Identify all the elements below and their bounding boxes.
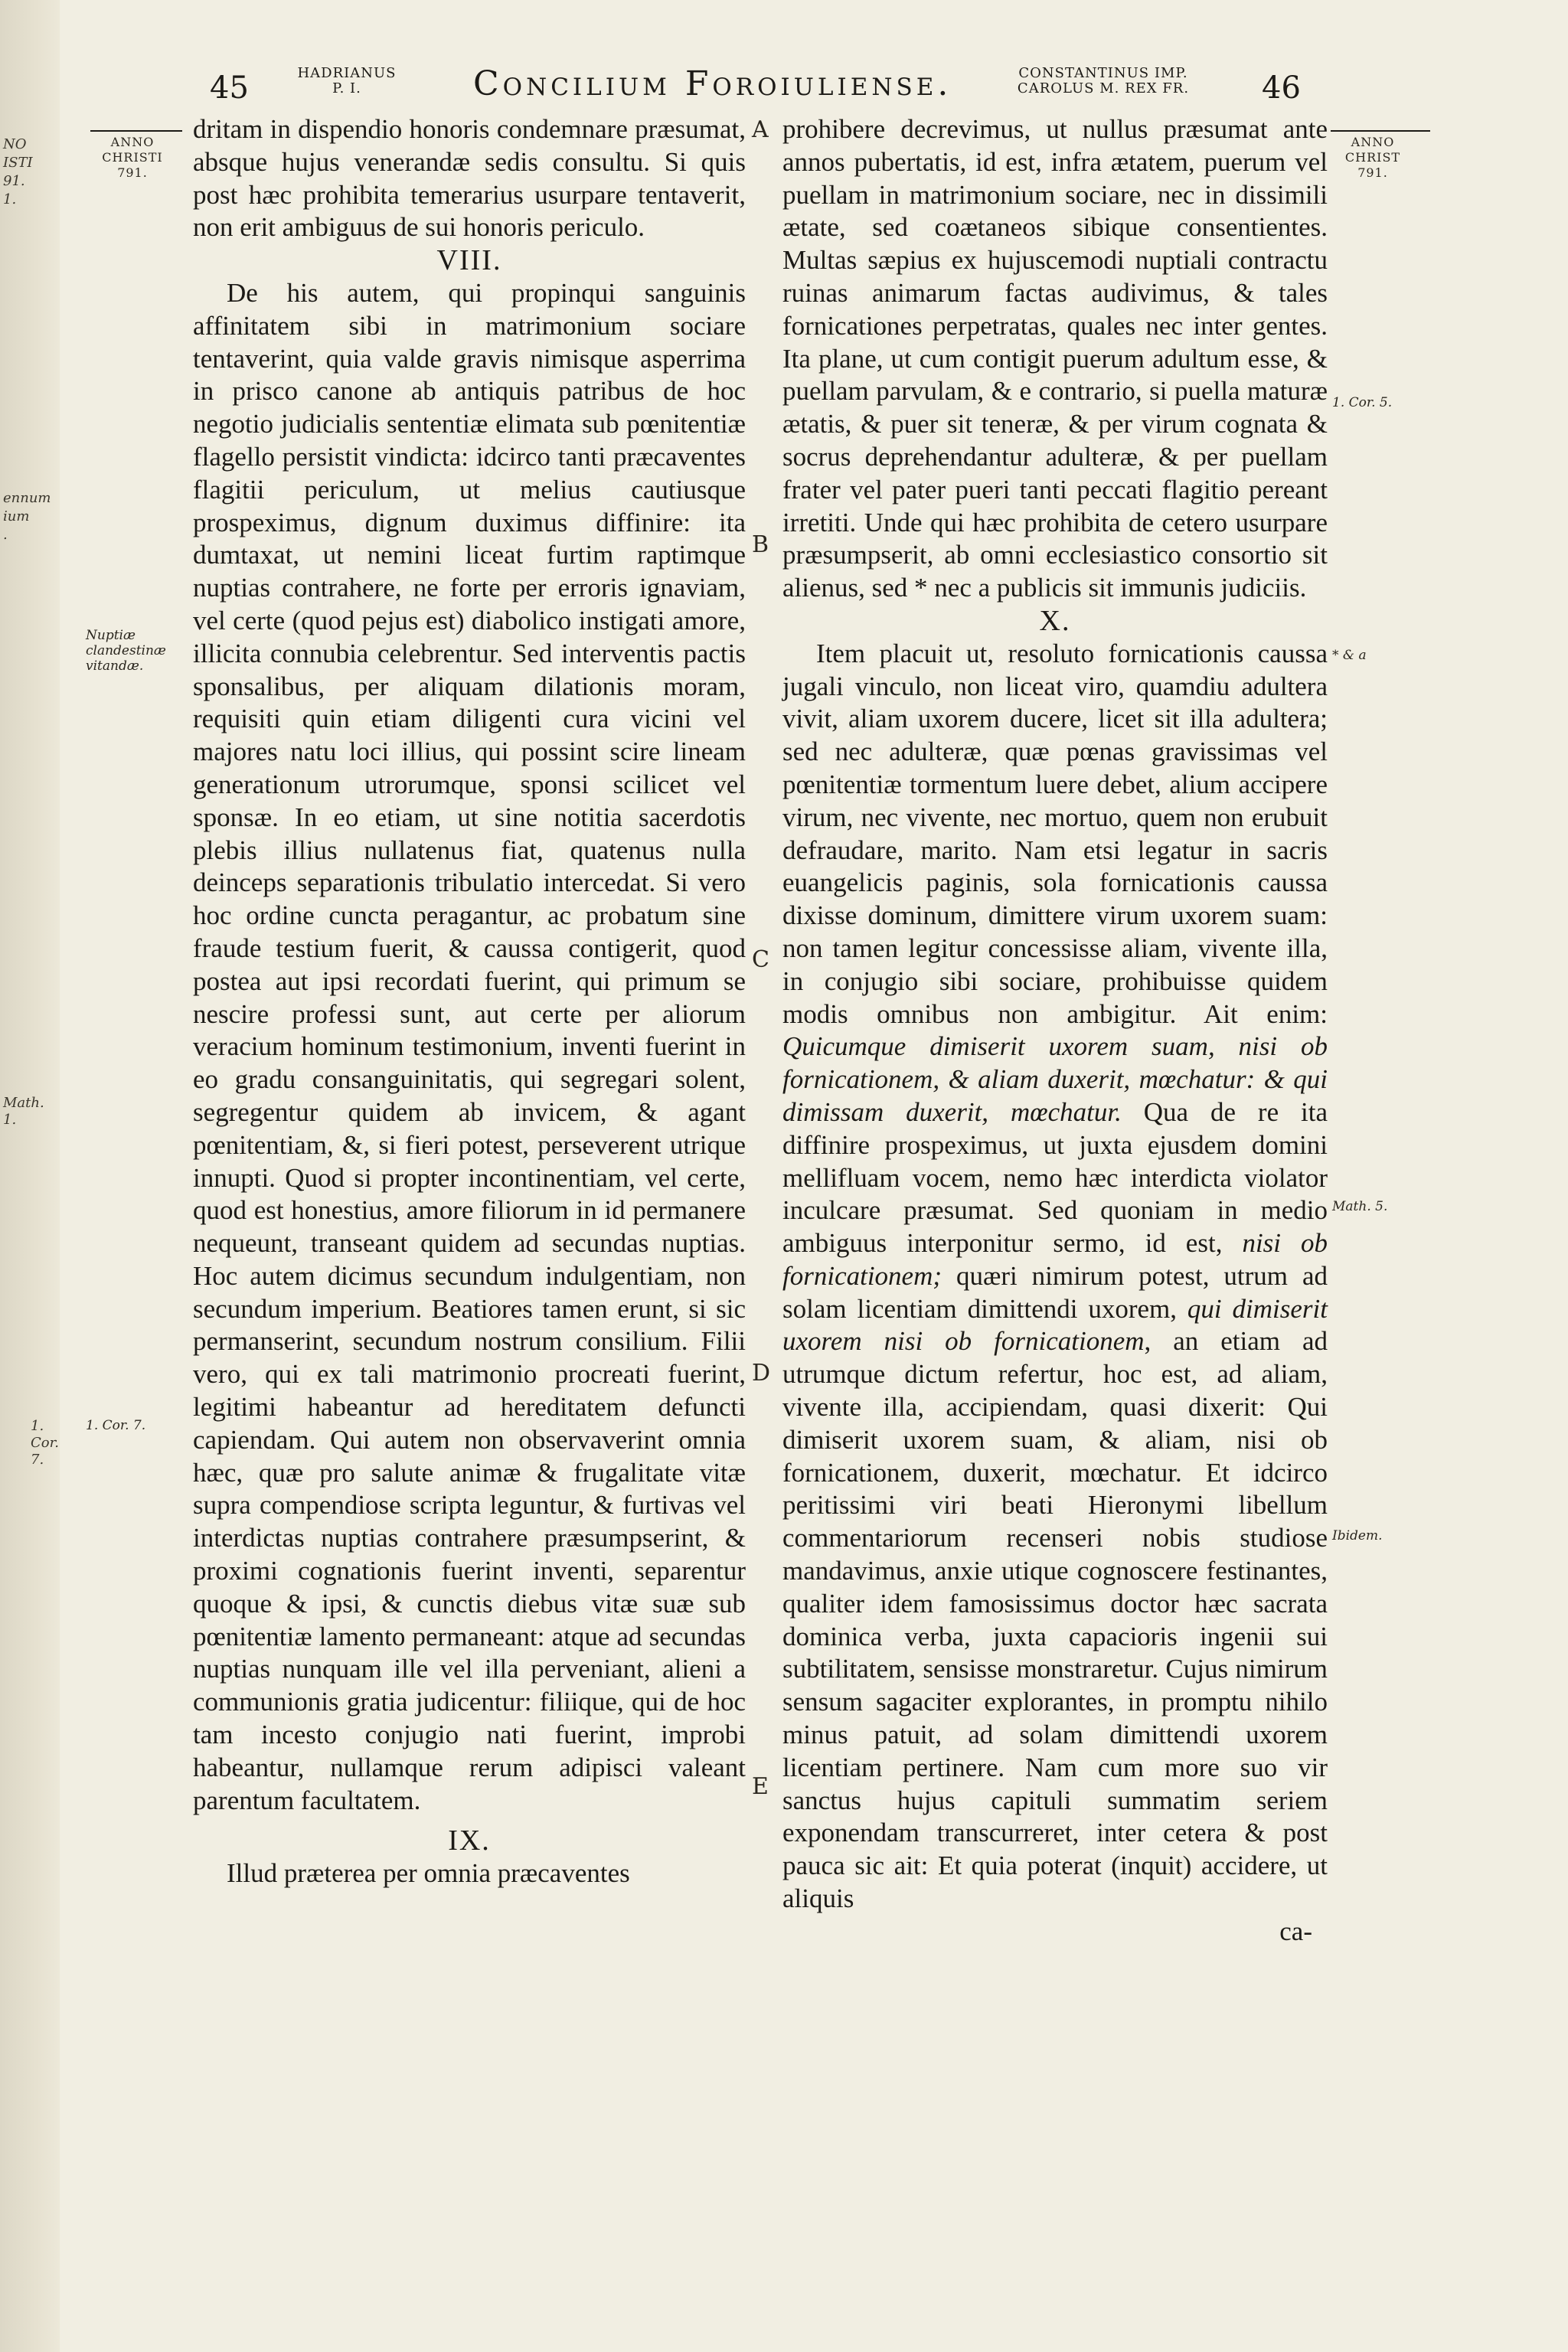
book-page	[60, 0, 1568, 2352]
paragraph: prohibere decrevimus, ut nullus præsumat ante annos pubertatis, id est, infra ætatem, puerum vel puellam in matrimonium sociare, nec in dissimili ætate, sed coætaneos sibique consentientes. Multas sæpius ex hujuscemodi nuptiali contractu ruinas animarum factas audivimus, & tales fornicationes perpetratas, quales nec inter gentes. Ita plane, ut cum contigit puerum adultum esse, & puellam parvulam, & e contrario, si puella maturæ ætatis, & puer sit teneræ, & per virum cognata & socrus deprehendantur adulteræ, & per puellam frater vel pater pueri tanti peccati flagitio pereant irretiti. Unde qui hæc prohibita de cetero usurpare præsumpserit, ab omni ecclesiastico consortio sit alienus, sed * nec a publicis sit immunis judiciis.	[782, 114, 1328, 603]
text-run: Item placuit ut, resoluto fornicationis caussa jugali vinculo, non liceat viro, quamdiu adultera vivit, aliam uxorem ducere, licet sit illa adultera; sed nec adulteræ, quæ pœnas gravissimas vel pœnitentiæ tormentum luere debet, alium accipere virum, nec vivente, nec mortuo, quem non erubuit defraudare, marito. Nam etsi legatur in sacris euangelicis paginis, sola fornicationis caussa dixisse dominum, dimittere virum uxorem suam: non tamen legitur concessisse aliam, vivente illa, in conjugio sibi sociare, prohibuisse quidem modis omnibus non ambigitur. Ait enim:	[782, 638, 1328, 1029]
page-title: Concilium Foroiuliense.	[473, 64, 952, 103]
paragraph: De his autem, qui propinqui sanguinis affinitatem sibi in matrimonium sociare tentaverint, quia valde gravis nimisque asperrima in prisco canone ab antiquis patribus de hoc negotio judicialis sententiæ elimata sub pœnitentiæ flagello persistit vindicta: idcirco tanti præcaventes flagitii periculum, ut melius cautiusque prospeximus, dignum duximus diffinire: ita dumtaxat, ut nemini liceat furtim raptimque nuptias contrahere, ne forte per erroris ignaviam, vel certe (quod pejus est) diabolico instigati amore, illicita connubia celebrentur. Sed interventis pactis sponsalibus, per aliquam dilationis moram, requisiti quin etiam diligenti cura vicini vel majores natu loci illius, qui possint scire lineam generationum utrorumque, sponsi scilicet vel sponsæ. In eo etiam, ut sine notitia sacerdotis plebis illius nullatenus fiat, quatenus nulla deinceps separationis tribulatio intercedat. Si vero hoc ordine cuncta peragantur, ac probatum sine fraude testium fuerit, & caussa contigerit, quod postea aut ipsi recordati fuerint, qui primum se nescire professi sunt, aut certe per aliorum veracium hominum testimonium, inventi fuerint in eo gradu consanguinitatis, qui segregari solent, segregentur quidem ab invicem, & agant pœnitentiam, &, si fieri potest, perseverent utrique innupti. Quod si propter incontinentiam, vel certe, quod est honestius, amore filiorum in id permanere nequeunt, transeant quidem ad secundas nuptias. Hoc autem dicimus secundum indulgentiam, non secundum imperium. Beatiores tamen erunt, si sic permanserint, secundum nostrum consilium. Filii vero, qui ex tali matrimonio procreati fuerint, legitimi habeantur ad hereditatem defuncti capiendam. Qui autem non observaverint omnia hæc, quæ pro salute animæ & frugalitate vitæ supra compendiose scripta leguntur, & furtivas vel interdictas nuptias contrahere præsumpserint, & proximi cognationis fuerint inventi, separentur quoque & ipsi, & cunctis diebus vitæ suæ sub pœnitentiæ lamento permaneant: atque ad secundas nuptias nunquam ille vel illa perveniant, alieni a communionis gratia judicentur: filiique, qui de hoc tam incesto conjugio nati fuerint, improbi habeantur, nullamque rerum adipisci valeant parentum facultatem.	[193, 277, 746, 1815]
page-header	[60, 60, 1568, 113]
section-heading: VIII.	[436, 244, 502, 277]
left-running-head: HADRIANUS P. I.	[297, 65, 397, 96]
gutter-note: 91.	[3, 173, 25, 189]
gutter-note: ISTI	[3, 155, 33, 171]
margin-note-cor5: 1. Cor. 5.	[1332, 395, 1393, 410]
margin-note-et-a: * & a	[1332, 648, 1367, 663]
gutter-note: ium	[3, 508, 30, 524]
text-run: Qua de re ita diffinire prospeximus, ut juxta ejusdem domini mellifluam vocem, nemo hæc interdicta violator inculcare præsumat. Sed quoniam in medio ambiguus interponitur sermo, id est,	[782, 1096, 1328, 1259]
section-heading: IX.	[448, 1824, 491, 1857]
anno-christi-right: ANNO CHRIST 791.	[1344, 135, 1401, 180]
margin-note-nuptiae: Nuptiæ clandestinæ vitandæ.	[86, 628, 166, 674]
section-heading: X.	[1039, 604, 1071, 637]
scripture-quote: Quicumque dimiserit uxorem suam, nisi ob fornicationem, & aliam duxerit, mœchatur: & qui dimissam duxerit, mœchatur.	[782, 1031, 1328, 1127]
section-letter-e: E	[752, 1773, 769, 1800]
section-letter-d: D	[752, 1360, 771, 1387]
margin-note-ibidem: Ibidem.	[1332, 1528, 1383, 1544]
gutter-note: NO	[3, 136, 27, 152]
right-page-number: 46	[1262, 70, 1301, 106]
gutter-note: .	[3, 527, 8, 543]
text-run: Et quia poterat (inquit) accidere, ut aliquis	[782, 1851, 1328, 1914]
margin-rule-right	[1331, 130, 1430, 132]
paragraph: dritam in dispendio honoris condemnare præsumat, absque hujus venerandæ sedis consultu. Si quis post hæc prohibita temerarius usurpare tentaverit, non erit ambiguus de sui honoris periculo.	[193, 114, 746, 243]
margin-note-math5: Math. 5.	[1332, 1199, 1388, 1214]
facing-page-gutter	[0, 0, 60, 2352]
text-run: , an etiam ad utrumque dictum refertur, hoc est, ad aliam, vivente illa, accipiendam, quasi dixerit: Qui dimiserit uxorem suam, & aliam, nisi ob fornicationem, duxerit, mœchatur. Et idcirco peritissimi viri beati Hieronymi libellum commentariorum recenseri nobis studiose mandavimus, anxie utique cognoscere festinantes, qualiter idem famosissimus doctor hæc sacrata dominica verba, juxta capacioris ingenii sui subtilitatem, sensisse monstraretur. Cujus nimirum sensum sagaciter explorantes, in promptu nihilo minus patuit, ad solam dimittendi uxorem licentiam pertinere. Nam cum more suo vir sanctus hujus capituli summatim seriem exponendam transcurreret, inter cetera & post pauca sic ait:	[782, 1326, 1328, 1881]
scripture-quote: nisi ob fornicationem;	[782, 1228, 1328, 1291]
scripture-quote: qui dimiserit uxorem nisi ob fornicationem	[782, 1293, 1328, 1357]
left-page-number: 45	[210, 70, 249, 106]
text-run: quæri nimirum potest, utrum ad solam licentiam dimittendi uxorem,	[782, 1260, 1328, 1324]
paragraph: Illud præterea per omnia præcaventes	[227, 1858, 630, 1889]
right-running-head: CONSTANTINUS IMP. CAROLUS M. REX FR.	[1017, 65, 1190, 96]
margin-rule-left	[90, 130, 182, 132]
paragraph	[782, 638, 1328, 1916]
right-column	[782, 113, 1328, 1949]
anno-christi-left: ANNO CHRISTI 791.	[102, 135, 163, 180]
margin-note-cor7: 1. Cor. 7.	[86, 1418, 146, 1433]
catchword: ca-	[1279, 1916, 1312, 1946]
gutter-note: ennum	[3, 490, 51, 506]
gutter-note: Math. 1.	[3, 1095, 44, 1128]
section-letter-a: A	[752, 116, 769, 143]
section-letter-b: B	[752, 531, 769, 558]
gutter-note: 1. Cor. 7.	[31, 1418, 59, 1468]
gutter-note: 1.	[3, 191, 17, 207]
left-column	[193, 113, 746, 1890]
section-letter-c: C	[752, 946, 769, 973]
